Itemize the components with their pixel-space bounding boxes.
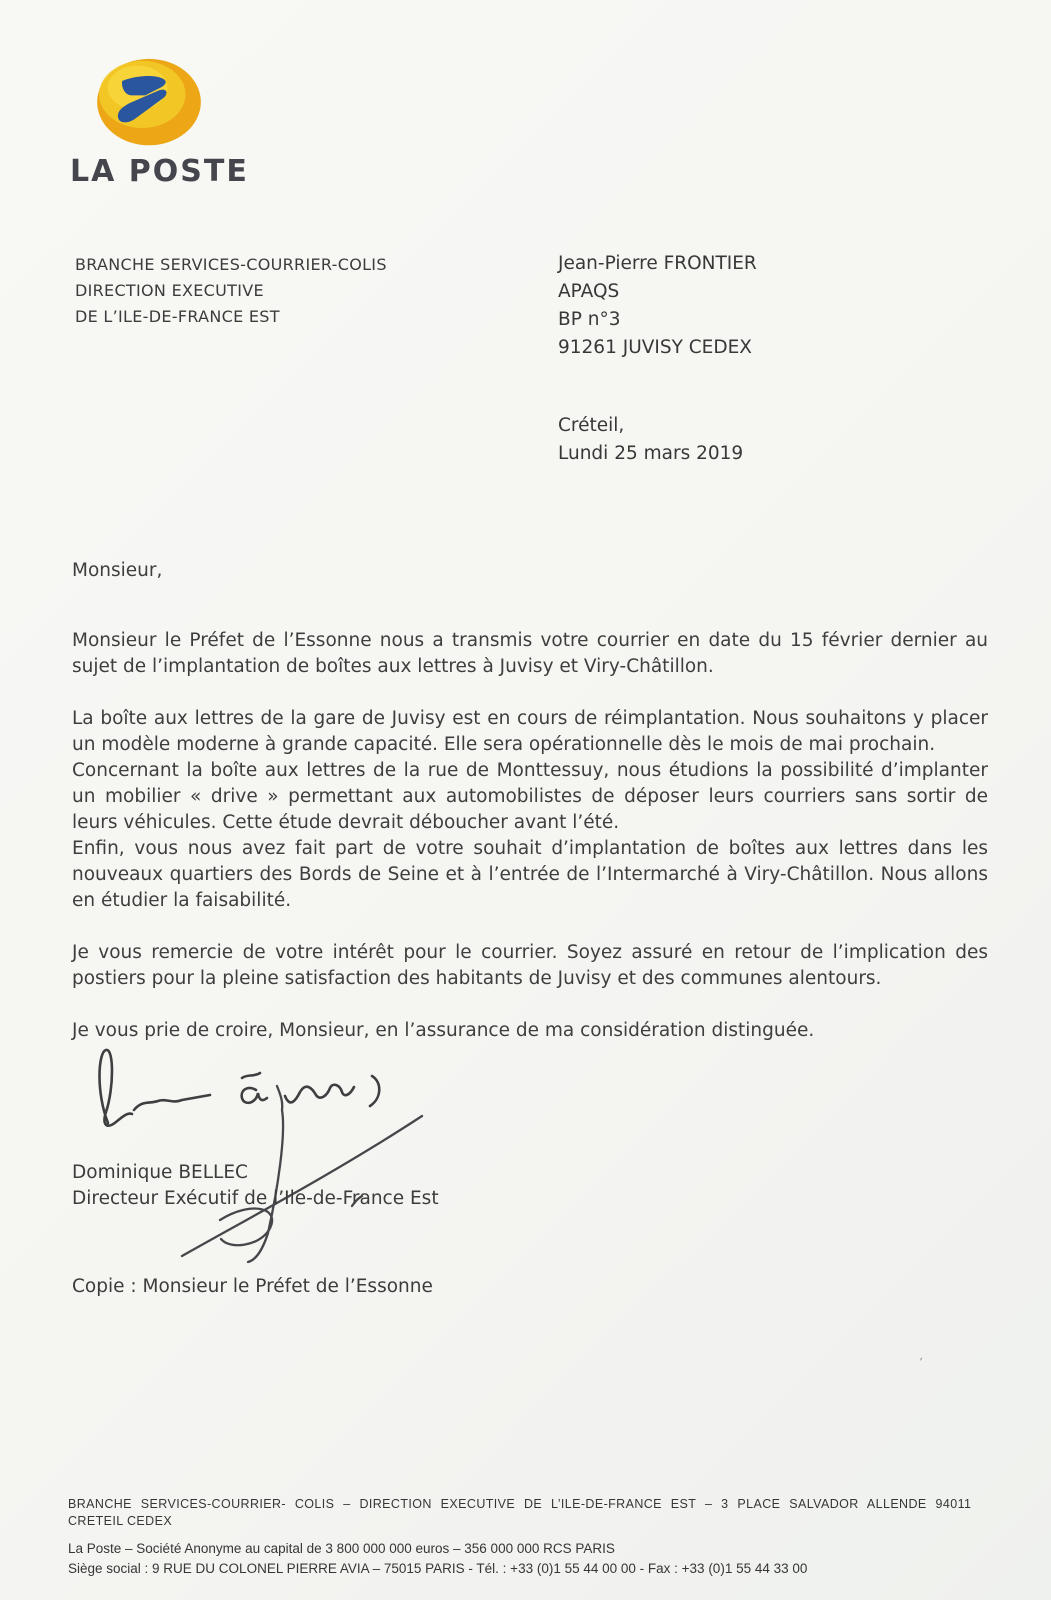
paragraph: Monsieur le Préfet de l’Essonne nous a transmis votre courrier en date du 15 février dernier au sujet de l’implantation de boîtes aux lettres à Juvisy et Viry-Châtillon. <box>72 630 988 677</box>
laposte-bird-icon <box>90 56 208 152</box>
footer <box>68 1496 986 1579</box>
paragraph: Je vous remercie de votre intérêt pour le courrier. Soyez assuré en retour de l’implication des postiers pour la pleine satisfaction des habitants de Juvisy et des communes alentours. <box>72 942 988 989</box>
footer-company-line: La Poste – Société Anonyme au capital de 3 800 000 000 euros – 356 000 000 RCS PARIS <box>68 1541 615 1556</box>
letter-body <box>72 558 988 1044</box>
recipient-block <box>558 250 757 362</box>
laposte-logo <box>70 56 310 189</box>
signer-title: Directeur Exécutif de l’Ile-de-France Est <box>72 1188 439 1209</box>
dateline-date: Lundi 25 mars 2019 <box>558 443 744 464</box>
salutation: Monsieur, <box>72 560 163 581</box>
paragraph: Concernant la boîte aux lettres de la rue de Monttessuy, nous étudions la possibilité d’implanter un mobilier « drive » permettant aux automobilistes de déposer leurs courriers sans sortir de leurs véhicules. Cette étude devrait déboucher avant l’été. <box>72 760 988 833</box>
signer-block <box>72 1160 439 1212</box>
scan-artifact: ’ <box>916 1355 924 1372</box>
laposte-wordmark: LA POSTE <box>70 154 249 189</box>
paragraph: La boîte aux lettres de la gare de Juvisy est en cours de réimplantation. Nous souhaitons y placer un modèle moderne à grande capacité. Elle sera opérationnelle dès le mois de mai prochain. <box>72 708 988 755</box>
recipient-name: Jean-Pierre FRONTIER <box>558 253 757 274</box>
recipient-line: 91261 JUVISY CEDEX <box>558 337 752 358</box>
dateline-block <box>558 412 743 468</box>
footer-address-line: Siège social : 9 RUE DU COLONEL PIERRE AVIA – 75015 PARIS - Tél. : +33 (0)1 55 44 00 00 - Fax : +33 (0)1 55 44 33 00 <box>68 1561 808 1576</box>
dateline-city: Créteil, <box>558 415 625 436</box>
closing-line: Je vous prie de croire, Monsieur, en l’assurance de ma considération distinguée. <box>72 1020 815 1041</box>
recipient-line: APAQS <box>558 281 620 302</box>
recipient-line: BP n°3 <box>558 309 621 330</box>
sender-line: DE L’ILE-DE-FRANCE EST <box>75 307 280 326</box>
signer-name: Dominique BELLEC <box>72 1162 248 1183</box>
sender-line: DIRECTION EXECUTIVE <box>75 281 264 300</box>
sender-line: BRANCHE SERVICES-COURRIER-COLIS <box>75 255 387 274</box>
sender-block <box>75 252 387 330</box>
footer-branch-line: BRANCHE SERVICES-COURRIER- COLIS – DIRECTION EXECUTIVE DE L’ILE-DE-FRANCE EST – 3 PLACE SALVADOR ALLENDE 94011 <box>68 1497 972 1511</box>
handwritten-greeting <box>100 1050 380 1126</box>
footer-branch-line2: CRETEIL CEDEX <box>68 1514 173 1528</box>
copy-line: Copie : Monsieur le Préfet de l’Essonne <box>72 1276 433 1297</box>
handwritten-signature <box>70 1038 500 1273</box>
paragraph: Enfin, vous nous avez fait part de votre souhait d’implantation de boîtes aux lettres dans les nouveaux quartiers des Bords de Seine et à l’entrée de l’Intermarché à Viry-Châtillon. Nous allons en étudier la faisabilité. <box>72 838 988 911</box>
